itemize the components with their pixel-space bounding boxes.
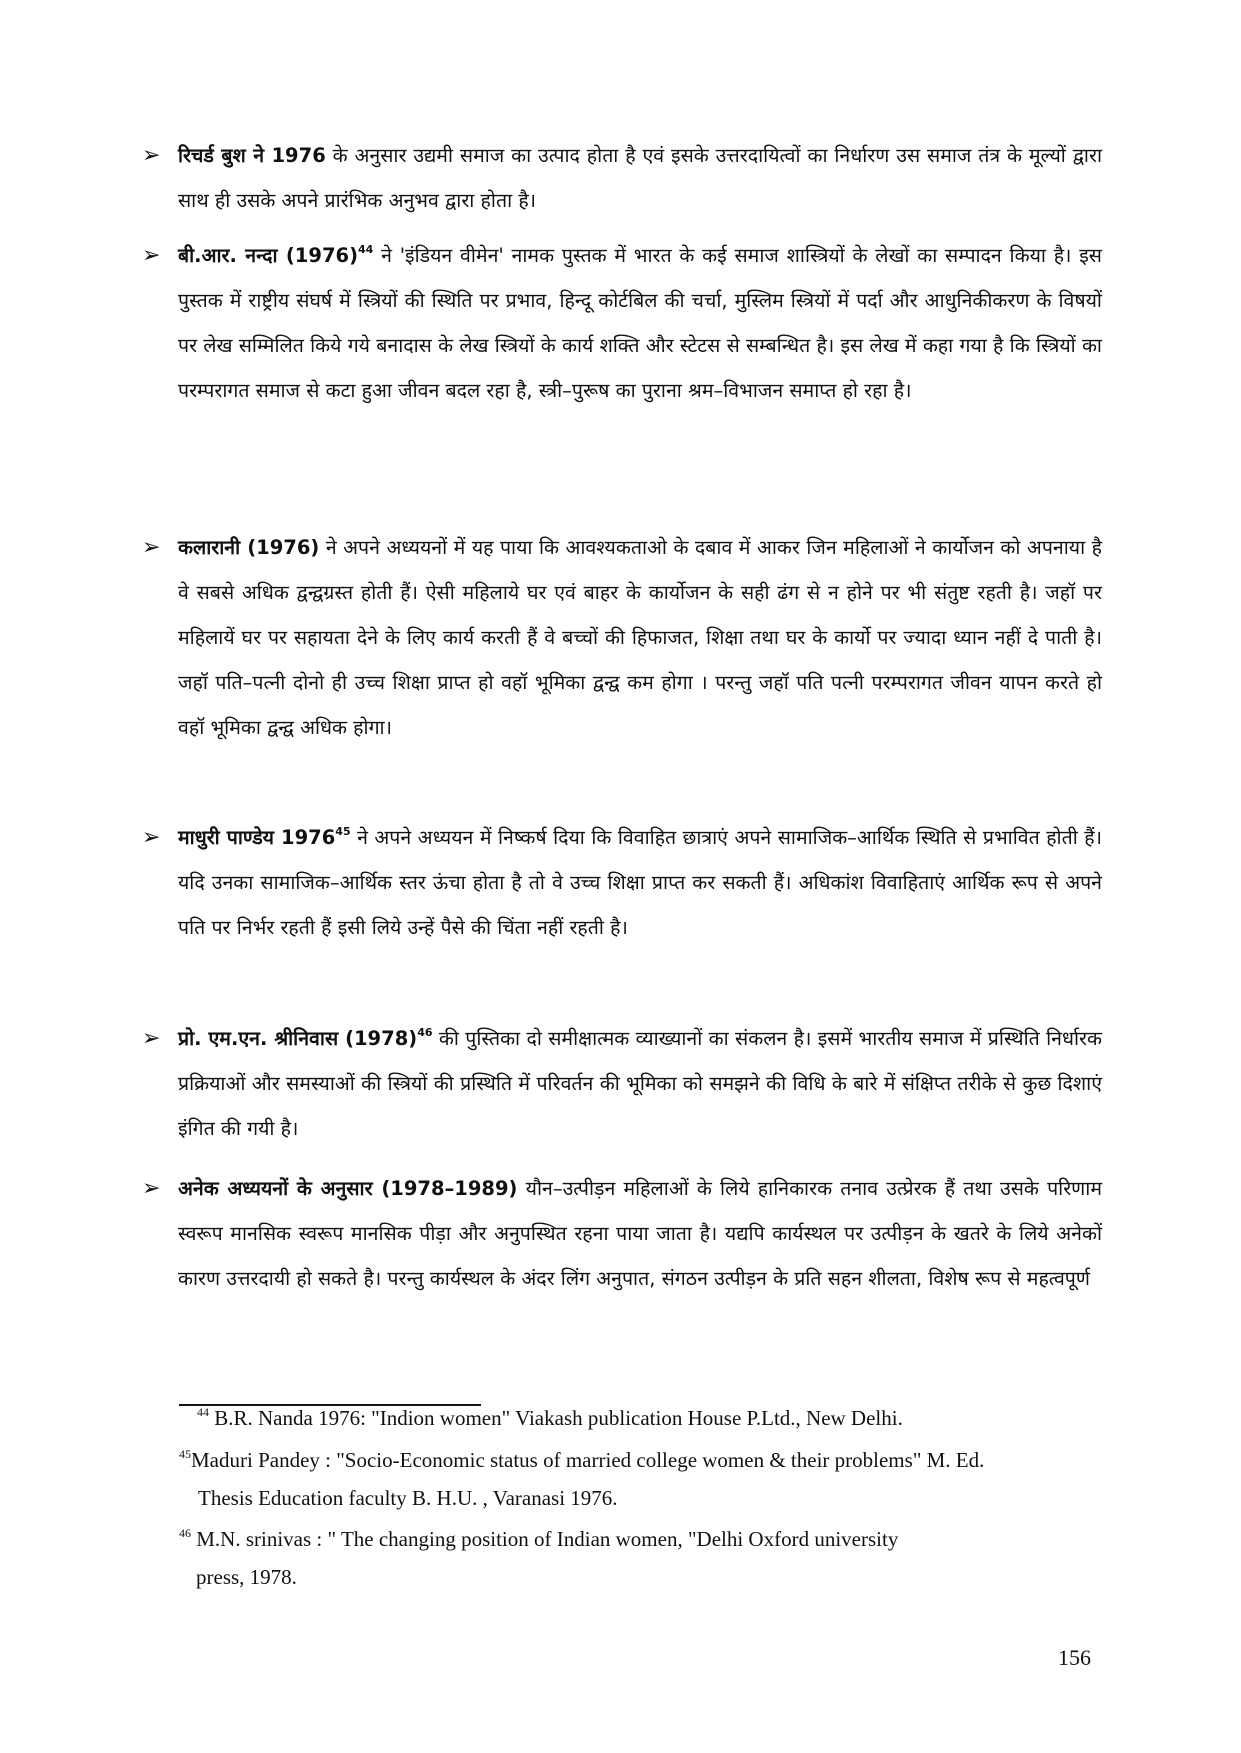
footnote-number: 44 [197,1405,209,1419]
entry-body [178,133,1102,223]
entry-text: ने अपने अध्ययनों में यह पाया कि आवश्यकताओ के दबाव में आकर जिन महिलाओं ने कार्योजन को अपनाया है वे सबसे अधिक द्वन्द्वग्रस्त होती हैं। ऐसी महिलाये घर एवं बाहर के कार्योजन के सही ढंग से न होने पर भी संतुष्ट रहती है। जहॉ पर महिलायें घर पर सहायता देने के लिए कार्य करती हैं वे बच्चों की हिफाजत, शिक्षा तथा घर के कार्यो पर ज्यादा ध्यान नहीं दे पाती है। जहॉ पति–पत्नी दोनो ही उच्च शिक्षा प्राप्त हो वहॉ भूमिका द्वन्द्व कम होगा । परन्तु जहॉ पति पत्नी परम्परागत जीवन यापन करते हो वहॉ भूमिका द्वन्द्व अधिक होगा। [178,536,1102,739]
entry-lead: बी.आर. नन्दा (1976) [178,244,358,267]
footnote-44 [197,1399,903,1437]
list-item [142,1016,1102,1151]
entry-lead: प्रो. एम.एन. श्रीनिवास (1978) [178,1027,418,1050]
arrow-bullet-icon: ➢ [142,1026,161,1051]
list-item [142,233,1102,413]
footnote-text: B.R. Nanda 1976: "Indion women" Viakash publication House P.Ltd., New Delhi. [209,1406,903,1430]
entry-lead-tail: (1978–1989) [372,1177,518,1200]
entry-body [178,1016,1102,1151]
list-item [142,133,1102,223]
page-number: 156 [1058,1645,1091,1670]
footnote-ref: 44 [358,243,374,256]
footnote-45 [179,1441,1079,1517]
arrow-bullet-icon: ➢ [142,143,161,168]
footnote-text-continued: Thesis Education faculty B. H.U. , Varanasi 1976. [198,1486,618,1510]
footnote-text-continued: press, 1978. [196,1565,297,1589]
footnote-number: 45 [179,1447,191,1461]
footnote-ref: 46 [417,1026,433,1039]
entry-text: ने अपने अध्ययन में निष्कर्ष दिया कि विवाहित छात्राएं अपने सामाजिक–आर्थिक स्थिति से प्रभावित होती हैं। यदि उनका सामाजिक–आर्थिक स्तर ऊंचा होता है तो वे उच्च शिक्षा प्राप्त कर सकती हैं। अधिकांश विवाहिताएं आर्थिक रूप से अपने पति पर निर्भर रहती हैं इसी लिये उन्हें पैसे की चिंता नहीं रहती है। [178,826,1102,939]
entry-text: ने 'इंडियन वीमेन' नामक पुस्तक में भारत के कई समाज शास्त्रियों के लेखों का सम्पादन किया है। इस पुस्तक में राष्ट्रीय संघर्ष में स्त्रियों की स्थिति पर प्रभाव, हिन्दू कोर्टबिल की चर्चा, मुस्लिम स्त्रियों में पर्दा और आधुनिकीकरण के विषयों पर लेख सम्मिलित किये गये बनादास के लेख स्त्रियों के कार्य शक्ति और स्टेटस से सम्बन्धित है। इस लेख में कहा गया है कि स्त्रियों का परम्परागत समाज से कटा हुआ जीवन बदल रहा है, स्त्री–पुरूष का पुराना श्रम–विभाजन समाप्त हो रहा है। [178,244,1102,402]
entry-body [178,233,1102,413]
list-item [142,815,1102,950]
entry-lead: माधुरी पाण्डेय 1976 [178,826,336,849]
footnote-text: M.N. srinivas : " The changing position of Indian women, "Delhi Oxford university [191,1527,899,1551]
arrow-bullet-icon: ➢ [142,535,161,560]
entry-lead: कलारानी (1976) [178,536,320,559]
footnote-ref: 45 [335,825,351,838]
entry-lead: रिचर्ड बुश ने 1976 [178,144,326,167]
arrow-bullet-icon: ➢ [142,825,161,850]
list-item [142,525,1102,750]
arrow-bullet-icon: ➢ [142,243,161,268]
list-item [142,1166,1102,1301]
entry-text: के अनुसार उद्यमी समाज का उत्पाद होता है एवं इसके उत्तरदायित्वों का निर्धारण उस समाज तंत्र के मूल्यों द्वारा साथ ही उसके अपने प्रारंभिक अनुभव द्वारा होता है। [178,144,1102,212]
footnote-text: Maduri Pandey : "Socio-Economic status of married college women & their problems" M. Ed. [191,1448,985,1472]
arrow-bullet-icon: ➢ [142,1176,161,1201]
entry-body [178,1166,1102,1301]
footnote-number: 46 [179,1526,191,1540]
entry-body [178,815,1102,950]
entry-body [178,525,1102,750]
footnote-46 [179,1520,1103,1596]
entry-lead: अनेक अध्ययनों के अनुसार [178,1177,373,1200]
entry-text: की पुस्तिका दो समीक्षात्मक व्याख्यानों का संकलन है। इसमें भारतीय समाज में प्रस्थिति निर्धारक प्रक्रियाओं और समस्याओं की स्त्रियों की प्रस्थिति में परिवर्तन की भूमिका को समझने की विधि के बारे में संक्षिप्त तरीके से कुछ दिशाएं इंगित की गयी है। [178,1027,1103,1140]
entry-text: यौन–उत्पीड़न महिलाओं के लिये हानिकारक तनाव उत्प्रेरक हैं तथा उसके परिणाम स्वरूप मानसिक स्वरूप मानसिक पीड़ा और अनुपस्थित रहना पाया जाता है। यद्यपि कार्यस्थल पर उत्पीड़न के खतरे के लिये अनेकों कारण उत्तरदायी हो सकते है। परन्तु कार्यस्थल के अंदर लिंग अनुपात, संगठन उत्पीड़न के प्रति सहन शीलता, विशेष रूप से महत्वपूर्ण [178,1177,1102,1290]
